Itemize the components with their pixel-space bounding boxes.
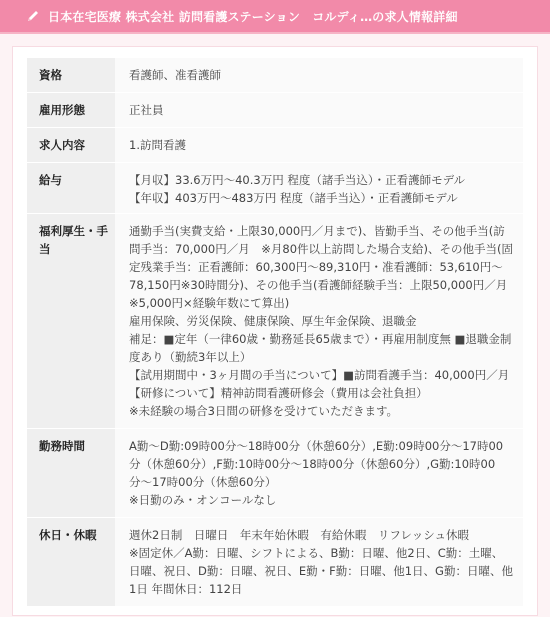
row-label-qualification: 資格 [39, 68, 62, 82]
page-header [0, 0, 550, 34]
job-detail-table [27, 57, 523, 606]
salary-yearly: 【年収】403万円〜483万円 程度（諸手当込）・正看護師モデル [129, 191, 458, 205]
table-row [27, 429, 523, 518]
page-title: 日本在宅医療 株式会社 訪問看護ステーション コルディ…の求人情報詳細 [48, 9, 458, 24]
row-value-employment-type: 正社員 [129, 103, 164, 117]
table-row [27, 128, 523, 163]
row-label-employment-type: 雇用形態 [39, 103, 85, 117]
work-hours-note: ※日勤のみ・オンコールなし [129, 493, 277, 507]
table-row [27, 518, 523, 607]
work-hours-shifts: A勤〜D勤:09時00分〜18時00分（休憩60分）,E勤:09時00分〜17時00分（休憩60分）,F勤:10時00分〜18時00分（休憩60分）,G勤:10時00分〜17時00分（休憩60分） [129, 439, 504, 489]
row-label-benefits: 福利厚生・手当 [39, 224, 108, 256]
benefits-training-note: ※未経験の場合3日間の研修を受けていただきます。 [129, 404, 399, 418]
job-detail-card [12, 46, 538, 616]
holidays-detail: ※固定休／A勤：日曜、シフトによる、B勤：日曜、他2日、C勤：土曜、日曜、祝日、D勤：日曜、祝日、E勤・F勤：日曜、他1日、G勤：日曜、他1日 年間休日：112日 [129, 546, 513, 596]
table-row [27, 214, 523, 429]
benefits-allowances: 通勤手当(実費支給・上限30,000円／月まで)、皆勤手当、その他手当(訪問手当：70,000円／月 ※月80件以上訪問した場合支給)、その他手当(固定残業手当：正看護師：60,300円〜89,310円・准看護師：53,610円〜78,150円※30時間分)、その他手当(看護師経験手当：上限50,000円／月※5,000円×経験年数にて算出) [129, 224, 513, 310]
row-label-holidays: 休日・休暇 [39, 528, 97, 542]
salary-monthly: 【月収】33.6万円〜40.3万円 程度（諸手当込）・正看護師モデル [129, 173, 466, 187]
row-value-qualification: 看護師、准看護師 [129, 68, 221, 82]
benefits-trial-period: 【試用期間中・3ヶ月間の手当について】■訪問看護手当：40,000円／月 [129, 368, 510, 382]
table-row [27, 93, 523, 128]
table-row [27, 163, 523, 214]
row-label-work-hours: 勤務時間 [39, 439, 85, 453]
row-label-job-content: 求人内容 [39, 138, 85, 152]
row-value-job-content: 1.訪問看護 [129, 138, 186, 152]
table-row [27, 58, 523, 93]
row-label-salary: 給与 [39, 173, 62, 187]
benefits-insurance: 雇用保険、労災保険、健康保険、厚生年金保険、退職金 [129, 314, 417, 328]
benefits-supplement: 補足：■定年（一律60歳・勤務延長65歳まで）・再雇用制度無 ■退職金制度あり（勤続3年以上） [129, 332, 512, 364]
pencil-icon [24, 7, 42, 25]
benefits-training: 【研修について】精神訪問看護研修会（費用は会社負担） [129, 386, 428, 400]
holidays-summary: 週休2日制 日曜日 年末年始休暇 有給休暇 リフレッシュ休暇 [129, 528, 470, 542]
